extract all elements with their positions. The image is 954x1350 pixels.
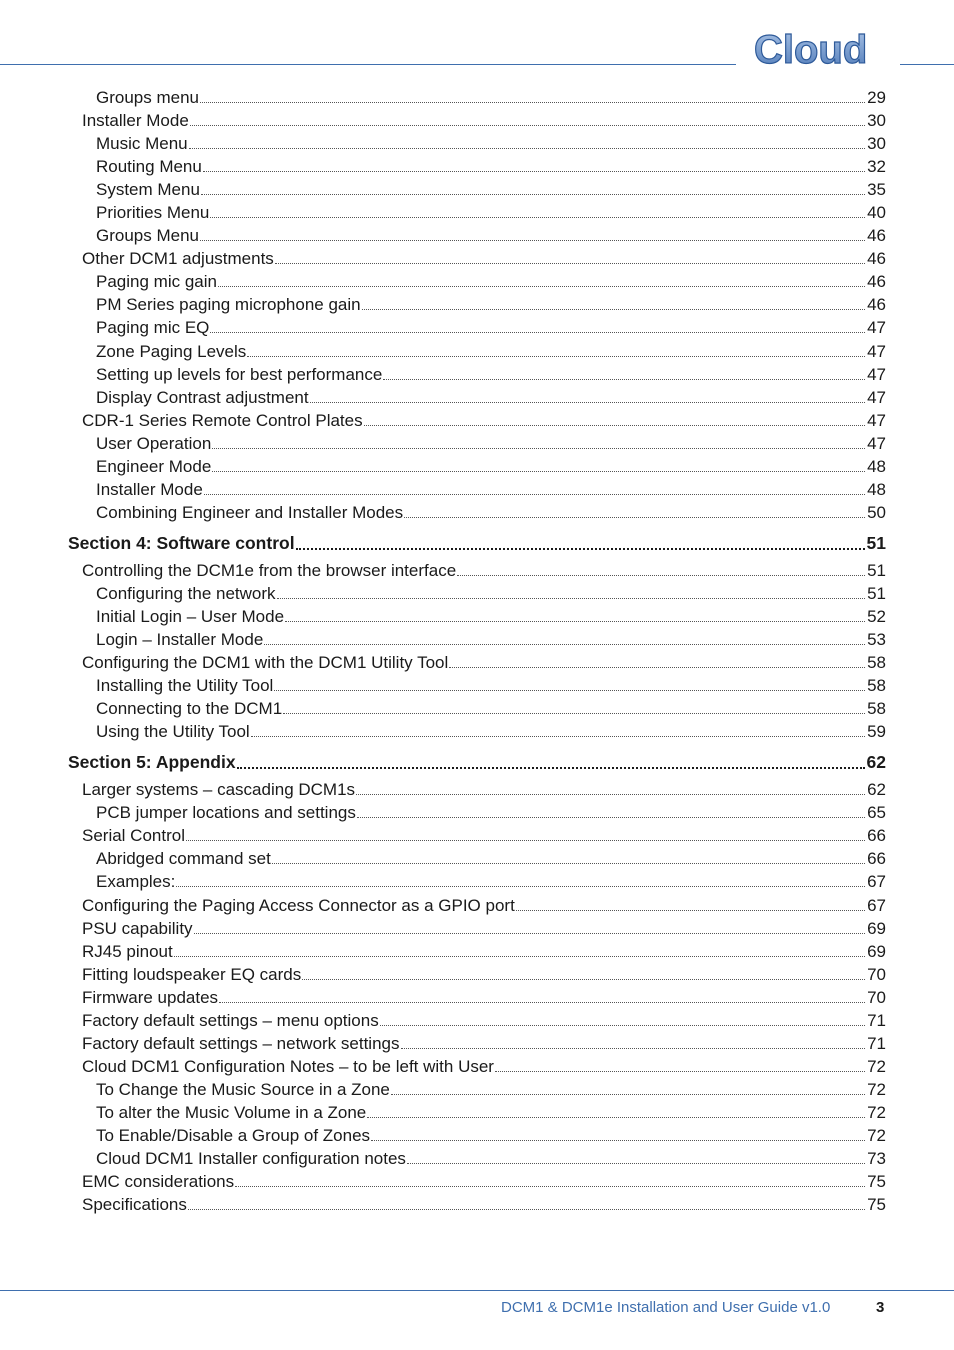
toc-section-heading[interactable] [68, 747, 886, 778]
toc-entry-page: 50 [867, 502, 886, 522]
toc-entry-page: 69 [867, 941, 886, 961]
toc-entry-page: 72 [867, 1056, 886, 1076]
toc-entry-page: 46 [867, 295, 886, 315]
toc-entry[interactable] [68, 1032, 886, 1055]
toc-entry-page: 46 [867, 249, 886, 269]
dot-leader [218, 271, 865, 287]
toc-entry-page: 47 [867, 387, 886, 407]
dot-leader [401, 1033, 866, 1049]
toc-entry-page: 46 [867, 272, 886, 292]
dot-leader [189, 133, 865, 149]
toc-entry-page: 71 [867, 1010, 886, 1030]
toc-entry-page: 62 [866, 752, 886, 773]
toc-entry-title: Installer Mode [82, 111, 189, 131]
toc-entry-title: Section 4: Software control [68, 532, 295, 553]
toc-entry-page: 72 [867, 1079, 886, 1099]
toc-entry[interactable] [68, 247, 886, 270]
dot-leader [200, 225, 865, 241]
toc-entry-title: Factory default settings – menu options [82, 1010, 379, 1030]
toc-entry[interactable] [68, 1147, 886, 1170]
toc-entry[interactable] [68, 109, 886, 132]
toc-entry-page: 66 [867, 849, 886, 869]
toc-entry-title: Firmware updates [82, 987, 219, 1007]
toc-entry-page: 52 [867, 606, 886, 626]
dot-leader [264, 629, 865, 645]
dot-leader [362, 294, 865, 310]
toc-entry-title: PCB jumper locations and settings [96, 803, 356, 823]
header-rule [0, 64, 736, 65]
toc-section-heading[interactable] [68, 528, 886, 559]
dot-leader [274, 675, 865, 691]
toc-entry-title: Priorities Menu [96, 203, 210, 223]
dot-leader [407, 1148, 865, 1164]
dot-leader [210, 317, 865, 333]
toc-entry[interactable] [68, 894, 886, 917]
toc-entry[interactable] [68, 201, 886, 224]
toc-entry-title: Zone Paging Levels [96, 341, 247, 361]
toc-entry-title: Login – Installer Mode [96, 630, 264, 650]
toc-entry-title: System Menu [96, 180, 200, 200]
toc-entry[interactable] [68, 917, 886, 940]
dot-leader [212, 456, 865, 472]
toc-entry[interactable] [68, 155, 886, 178]
dot-leader [272, 848, 865, 864]
toc-entry[interactable] [68, 316, 886, 339]
toc-entry-title: To Change the Music Source in a Zone [96, 1079, 390, 1099]
toc-entry[interactable] [68, 986, 886, 1009]
dot-leader [235, 1171, 865, 1187]
toc-entry-page: 48 [867, 456, 886, 476]
toc-entry[interactable] [68, 478, 886, 501]
toc-entry-title: RJ45 pinout [82, 941, 173, 961]
dot-leader [210, 202, 865, 218]
dot-leader [247, 341, 865, 357]
toc-entry-page: 30 [867, 111, 886, 131]
dot-leader [237, 748, 865, 769]
dot-leader [251, 721, 865, 737]
toc-entry-title: Cloud DCM1 Configuration Notes – to be left with User [82, 1056, 494, 1076]
dot-leader [404, 502, 865, 518]
toc-entry[interactable] [68, 940, 886, 963]
toc-entry[interactable] [68, 224, 886, 247]
dot-leader [203, 156, 865, 172]
toc-entry-title: User Operation [96, 433, 212, 453]
footer-rule [0, 1290, 954, 1291]
footer-page-number: 3 [876, 1299, 885, 1316]
dot-leader [457, 560, 865, 576]
dot-leader [277, 583, 865, 599]
toc-entry-title: PM Series paging microphone gain [96, 295, 361, 315]
toc-entry-title: Abridged command set [96, 849, 271, 869]
toc-entry[interactable] [68, 847, 886, 870]
toc-entry[interactable] [68, 501, 886, 524]
toc-entry-title: Cloud DCM1 Installer configuration notes [96, 1149, 406, 1169]
toc-entry-page: 47 [867, 341, 886, 361]
dot-leader [200, 87, 865, 103]
toc-entry[interactable] [68, 720, 886, 743]
dot-leader [186, 825, 865, 841]
toc-entry-title: Initial Login – User Mode [96, 606, 285, 626]
toc-entry[interactable] [68, 963, 886, 986]
toc-entry[interactable] [68, 1101, 886, 1124]
toc-entry-page: 46 [867, 226, 886, 246]
toc-entry-page: 47 [867, 318, 886, 338]
dot-leader [367, 1102, 865, 1118]
toc-entry[interactable] [68, 1009, 886, 1032]
toc-entry-page: 58 [867, 699, 886, 719]
dot-leader [285, 606, 865, 622]
toc-entry[interactable] [68, 409, 886, 432]
toc-entry[interactable] [68, 455, 886, 478]
cloud-logo [752, 28, 886, 70]
toc-entry-page: 51 [867, 560, 886, 580]
dot-leader [516, 895, 865, 911]
toc-entry-page: 47 [867, 364, 886, 384]
toc-entry-page: 47 [867, 433, 886, 453]
toc-entry-page: 65 [867, 803, 886, 823]
toc-entry-page: 66 [867, 826, 886, 846]
dot-leader [380, 1010, 865, 1026]
toc-entry-title: Display Contrast adjustment [96, 387, 309, 407]
toc-entry[interactable] [68, 386, 886, 409]
toc-entry-page: 40 [867, 203, 886, 223]
dot-leader [275, 248, 865, 264]
toc-entry[interactable] [68, 605, 886, 628]
toc-entry-title: Paging mic gain [96, 272, 217, 292]
toc-entry[interactable] [68, 1055, 886, 1078]
toc-entry[interactable] [68, 1078, 886, 1101]
dot-leader [204, 479, 865, 495]
toc-entry[interactable] [68, 86, 886, 109]
toc-entry-title: Configuring the Paging Access Connector as a GPIO port [82, 895, 515, 915]
toc-entry-title: Other DCM1 adjustments [82, 249, 274, 269]
toc-entry-title: Larger systems – cascading DCM1s [82, 780, 356, 800]
dot-leader [357, 802, 865, 818]
toc-entry-page: 73 [867, 1149, 886, 1169]
toc-entry-title: Fitting loudspeaker EQ cards [82, 964, 302, 984]
toc-entry[interactable] [68, 270, 886, 293]
toc-entry-title: Installing the Utility Tool [96, 676, 274, 696]
toc-entry-title: Combining Engineer and Installer Modes [96, 502, 404, 522]
dot-leader [194, 918, 865, 934]
toc-entry-page: 58 [867, 676, 886, 696]
toc-entry-title: Configuring the network [96, 583, 276, 603]
dot-leader [283, 698, 865, 714]
footer-doc-title: DCM1 & DCM1e Installation and User Guide v1.0 [501, 1299, 831, 1316]
toc-entry-title: Specifications [82, 1195, 187, 1215]
dot-leader [356, 779, 865, 795]
toc-entry[interactable] [68, 778, 886, 801]
toc-entry-page: 70 [867, 964, 886, 984]
toc-entry[interactable] [68, 559, 886, 582]
toc-entry-page: 48 [867, 479, 886, 499]
toc-entry[interactable] [68, 178, 886, 201]
dot-leader [201, 179, 865, 195]
dot-leader [296, 529, 865, 550]
dot-leader [449, 652, 865, 668]
toc-entry-title: Installer Mode [96, 479, 203, 499]
toc-entry-title: Connecting to the DCM1 [96, 699, 283, 719]
toc-entry-page: 70 [867, 987, 886, 1007]
dot-leader [495, 1056, 865, 1072]
table-of-contents [68, 86, 886, 1216]
toc-entry-page: 75 [867, 1172, 886, 1192]
toc-entry-page: 59 [867, 722, 886, 742]
toc-entry[interactable] [68, 1193, 886, 1216]
toc-entry-page: 29 [867, 88, 886, 107]
toc-entry-page: 72 [867, 1125, 886, 1145]
dot-leader [188, 1194, 865, 1210]
dot-leader [190, 110, 865, 126]
toc-entry-title: To alter the Music Volume in a Zone [96, 1102, 367, 1122]
dot-leader [383, 364, 865, 380]
toc-entry-title: Groups Menu [96, 226, 199, 246]
toc-entry-title: Setting up levels for best performance [96, 364, 383, 384]
toc-entry[interactable] [68, 824, 886, 847]
toc-entry-page: 35 [867, 180, 886, 200]
toc-entry-title: Music Menu [96, 134, 188, 154]
toc-entry[interactable] [68, 651, 886, 674]
logo-text: Cloud [754, 28, 868, 70]
toc-entry-title: Configuring the DCM1 with the DCM1 Utility Tool [82, 653, 449, 673]
toc-entry[interactable] [68, 801, 886, 824]
toc-entry-page: 51 [867, 583, 886, 603]
toc-entry-title: PSU capability [82, 918, 193, 938]
toc-entry-title: Serial Control [82, 826, 185, 846]
dot-leader [302, 964, 865, 980]
toc-entry[interactable] [68, 582, 886, 605]
toc-entry-page: 75 [867, 1195, 886, 1215]
toc-entry[interactable] [68, 340, 886, 363]
toc-entry-title: Examples: [96, 872, 176, 892]
toc-entry-title: To Enable/Disable a Group of Zones [96, 1125, 371, 1145]
toc-entry[interactable] [68, 132, 886, 155]
dot-leader [174, 941, 865, 957]
dot-leader [371, 1125, 865, 1141]
toc-entry-page: 53 [867, 630, 886, 650]
toc-entry[interactable] [68, 697, 886, 720]
toc-entry-page: 67 [867, 895, 886, 915]
toc-entry[interactable] [68, 1124, 886, 1147]
toc-entry-page: 71 [867, 1033, 886, 1053]
toc-entry-title: Section 5: Appendix [68, 752, 236, 773]
toc-entry-title: Using the Utility Tool [96, 722, 250, 742]
toc-entry[interactable] [68, 293, 886, 316]
toc-entry[interactable] [68, 674, 886, 697]
toc-entry-page: 67 [867, 872, 886, 892]
toc-entry-page: 30 [867, 134, 886, 154]
header-rule-right [900, 64, 954, 65]
toc-entry-page: 51 [866, 532, 886, 553]
toc-entry-title: Paging mic EQ [96, 318, 210, 338]
toc-entry[interactable] [68, 1170, 886, 1193]
toc-entry-title: Routing Menu [96, 157, 202, 177]
toc-entry-title: EMC considerations [82, 1172, 235, 1192]
toc-entry-title: Controlling the DCM1e from the browser interface [82, 560, 457, 580]
toc-entry-page: 47 [867, 410, 886, 430]
toc-entry[interactable] [68, 432, 886, 455]
dot-leader [310, 387, 865, 403]
toc-entry-title: Factory default settings – network settings [82, 1033, 400, 1053]
toc-entry-page: 32 [867, 157, 886, 177]
toc-entry-title: Groups menu [96, 88, 199, 107]
toc-entry-page: 58 [867, 653, 886, 673]
toc-entry[interactable] [68, 363, 886, 386]
dot-leader [391, 1079, 865, 1095]
dot-leader [219, 987, 865, 1003]
toc-entry-page: 72 [867, 1102, 886, 1122]
toc-entry[interactable] [68, 628, 886, 651]
dot-leader [212, 433, 865, 449]
toc-entry-title: CDR-1 Series Remote Control Plates [82, 410, 363, 430]
toc-entry-page: 62 [867, 780, 886, 800]
dot-leader [176, 871, 865, 887]
toc-entry[interactable] [68, 870, 886, 893]
toc-entry-page: 69 [867, 918, 886, 938]
toc-entry-title: Engineer Mode [96, 456, 212, 476]
dot-leader [364, 410, 865, 426]
